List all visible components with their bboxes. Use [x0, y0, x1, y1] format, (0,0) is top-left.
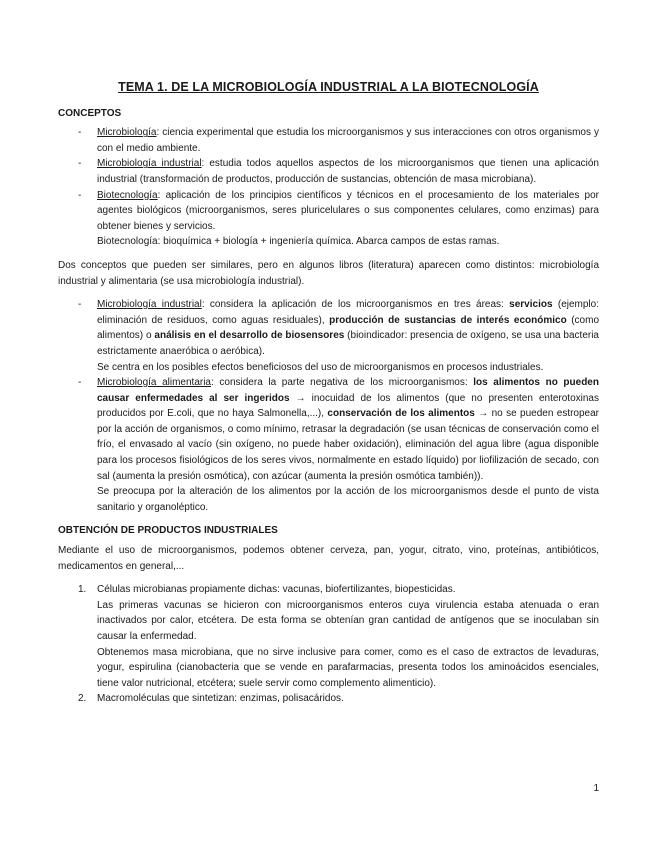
body-text: inocuidad de los alimentos (que no presenten enterotoxinas producidos por E.coli, que no haya Salmonella,...),: [97, 392, 599, 420]
list-item: [58, 582, 599, 691]
body-text: : considera la parte negativa de los microorganismos:: [211, 377, 474, 389]
conceptos-list: [58, 125, 599, 250]
item-line: Las primeras vacunas se hicieron con microorganismos enteros cuya virulencia estaba atenuada o eran inactivados por calor, etcétera. De esta forma se obtenían gran cantidad de antígenos que se inoculaban sin causar la enfermedad.: [97, 599, 599, 642]
body-text: : considera la aplicación de los microorganismos en tres áreas:: [201, 299, 510, 311]
obtencion-paragraph: Mediante el uso de microorganismos, podemos obtener cerveza, pan, yogur, citrato, vino, proteínas, antibióticos, medicamentos en general,...: [58, 545, 599, 572]
item-line: Células microbianas propiamente dichas: vacunas, biofertilizantes, biopesticidas.: [97, 584, 456, 596]
term-biotecnologia: Biotecnología: [97, 189, 158, 201]
document-title: TEMA 1. DE LA MICROBIOLOGÍA INDUSTRIAL A LA BIOTECNOLOGÍA: [118, 80, 539, 94]
item-line: Macromoléculas que sintetizan: enzimas, polisacáridos.: [97, 693, 344, 705]
section-heading-conceptos: CONCEPTOS: [58, 107, 122, 119]
section-heading-obtencion: OBTENCIÓN DE PRODUCTOS INDUSTRIALES: [58, 525, 278, 537]
list-item: [58, 188, 599, 250]
arrow-right-icon: →: [289, 392, 312, 404]
definition-extra: Biotecnología: bioquímica + biología + ingeniería química. Abarca campos de estas ramas.: [97, 236, 500, 248]
products-list: [58, 582, 599, 707]
microbiologia-types-list: [58, 297, 599, 515]
list-item: [58, 691, 599, 707]
bold-text: conservación de los alimentos: [327, 408, 475, 420]
bold-text: servicios: [509, 299, 553, 311]
dash-bullet: -: [78, 299, 82, 311]
definition-text: : estudia todos aquellos aspectos de los microorganismos que tienen una aplicación industrial (transformación de productos, producción de sustancias, obtención de masa microbiana).: [97, 158, 599, 185]
bold-text: los alimentos no pueden causar enfermedades al ser ingeridos: [97, 377, 599, 404]
list-number: 1.: [78, 584, 87, 596]
summary-line: Se centra en los posibles efectos beneficiosos del uso de microorganismos en procesos industriales.: [97, 361, 544, 373]
dash-bullet: -: [78, 158, 82, 170]
term-microbiologia-industrial: Microbiología industrial: [97, 299, 202, 311]
list-item: [58, 156, 599, 187]
arrow-right-icon: →: [474, 408, 492, 420]
list-number: 2.: [78, 693, 87, 705]
dash-bullet: -: [78, 189, 82, 201]
dash-bullet: -: [78, 127, 82, 139]
definition-text: : aplicación de los principios científicos y técnicos en el procesamiento de los materiales por agentes biológicos (microorganismos, seres pluricelulares o sus componentes celulares, como enzimas) para obtener bienes y servicios.: [97, 189, 599, 232]
item-line: Obtenemos masa microbiana, que no sirve inclusive para comer, como es el caso de extractos de levaduras, yogur, espirulina (cianobacteria que se vende en parafarmacias, presenta todos los aminoácidos esenciales, tiene valor nutricional, etcétera; suele servir como complemento alimenticio).: [97, 646, 599, 689]
body-text: (bioindicador: presencia de oxígeno, se usa una bacteria estrictamente anaeróbica o aeróbica).: [97, 330, 599, 357]
bold-text: análisis en el desarrollo de biosensores: [154, 330, 345, 342]
body-text: (ejemplo: eliminación de residuos, como aguas residuales),: [97, 299, 599, 326]
page-number: 1: [593, 783, 599, 794]
dash-bullet: -: [78, 377, 82, 389]
bold-text: producción de sustancias de interés económico: [329, 314, 567, 326]
definition-text: : ciencia experimental que estudia los microorganismos y sus interacciones con otros organismos y con el medio ambiente.: [97, 127, 599, 154]
term-microbiologia: Microbiología: [97, 127, 157, 139]
body-text: no se pueden estropear por la acción de organismos, o como mínimo, retrasar la degradación (se usan técnicas de conservación como el frío, el envasado al vacío (sin oxígeno, no puede haber oxidación), eliminación del agua libre (agua disponible para los procesos fisiológicos de los seres vivos, normalmente en estado líquido) por liofilización de secado, con sal (aumenta la presión osmótica), con azúcar (aumenta la presión osmótica también)).: [97, 408, 600, 482]
term-microbiologia-alimentaria: Microbiología alimentaria: [97, 377, 211, 389]
list-item: [58, 375, 599, 515]
intro-paragraph: Dos conceptos que pueden ser similares, pero en algunos libros (literatura) aparecen como distintos: microbiología industrial y alimentaria (se usa microbiología industrial).: [58, 259, 599, 287]
summary-line: Se preocupa por la alteración de los alimentos por la acción de los microorganismos desde el punto de vista sanitario y organoléptico.: [97, 486, 599, 513]
term-microbiologia-industrial: Microbiología industrial: [97, 158, 202, 170]
list-item: [58, 125, 599, 156]
body-text: (como alimentos) o: [97, 314, 600, 342]
list-item: [58, 297, 599, 375]
